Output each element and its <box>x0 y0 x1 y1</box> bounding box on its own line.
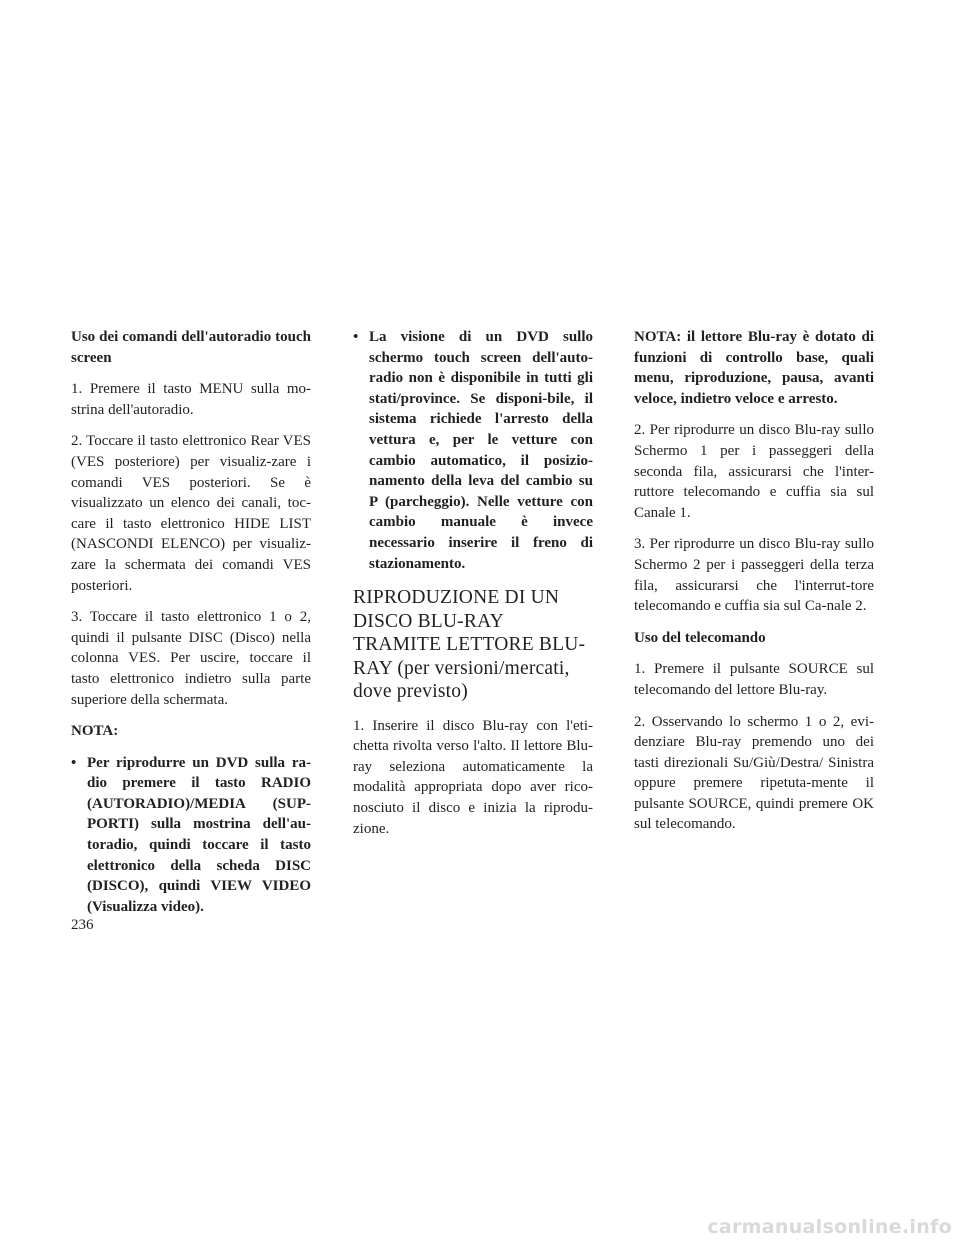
page-number: 236 <box>71 917 94 933</box>
subsection-heading-remote: Uso del telecomando <box>634 629 766 646</box>
subsection-heading-touch-controls: Uso dei comandi dell'autoradio touch screen <box>71 329 311 366</box>
note-paragraph: NOTA: il lettore Blu-ray è dotato di funzioni di controllo base, quali menu, riproduzione, pausa, avanti veloce, indietro veloce e arresto. <box>634 329 874 407</box>
note-bullet-item <box>71 753 311 918</box>
bullet-icon: • <box>353 329 359 345</box>
watermark: carmanualsonline.info <box>707 1216 952 1238</box>
note-bullet-list <box>353 327 593 574</box>
step-paragraph: 1. Premere il pulsante SOURCE sul telecomando del lettore Blu-ray. <box>634 661 874 698</box>
step-paragraph: 3. Per riprodurre un disco Blu-ray sullo Schermo 2 per i passeggeri della terza fila, assicurarsi che l'interrut-tore telecomando e cuffia sia sul Ca-nale 2. <box>634 536 874 615</box>
step-paragraph: 2. Osservando lo schermo 1 o 2, evi-denziare Blu-ray premendo uno dei tasti direzionali Su/Giù/Destra/ Sinistra oppure premere ripetuta-mente il pulsante SOURCE, quindi premere OK sul telecomando. <box>634 713 874 833</box>
note-bullet-list <box>71 753 311 918</box>
note-bullet-text: Per riprodurre un DVD sulla ra-dio premere il tasto RADIO (AUTORADIO)/MEDIA (SUP-PORTI) sulla mostrina dell'au-toradio, quindi toccare il tasto elettronico della scheda DISC (DISCO), quindi VIEW VIDEO (Visualizza video). <box>87 754 311 915</box>
column-middle <box>353 327 593 850</box>
step-paragraph: 2. Toccare il tasto elettronico Rear VES (VES posteriore) per visualiz-zare i comandi VES posteriori. Se è visualizzato un elenco dei canali, toc-care il tasto elettronico HIDE LIST (NASCONDI ELENCO) per visualiz-zare la schermata dei comandi VES posteriori. <box>71 433 311 594</box>
step-paragraph: 1. Inserire il disco Blu-ray con l'eti-chetta rivolta verso l'alto. Il lettore Blu-ray seleziona automaticamente la modalità appropriata dopo aver rico-nosciuto il disco e inizia la riprodu-zione. <box>353 717 593 837</box>
column-left <box>71 327 311 928</box>
step-paragraph: 2. Per riprodurre un disco Blu-ray sullo Schermo 1 per i passeggeri della seconda fila, assicurarsi che l'inter-ruttore telecomando e cuffia sia sul Canale 1. <box>634 422 874 521</box>
step-paragraph: 1. Premere il tasto MENU sulla mo-strina dell'autoradio. <box>71 381 311 418</box>
step-paragraph: 3. Toccare il tasto elettronico 1 o 2, quindi il pulsante DISC (Disco) nella colonna VES. Per uscire, toccare il tasto elettronico indietro sulla parte superiore della schermata. <box>71 609 311 708</box>
note-label: NOTA: <box>71 723 119 740</box>
column-right <box>634 327 874 846</box>
bullet-icon: • <box>71 754 77 771</box>
section-title: RIPRODUZIONE DI UN DISCO BLU-RAY TRAMITE LETTORE BLU-RAY (per versioni/mercati, dove previsto) <box>353 587 586 703</box>
note-bullet-item <box>353 327 593 574</box>
note-bullet-text: La visione di un DVD sullo schermo touch screen dell'auto-radio non è disponibile in tutti gli stati/province. Se disponi-bile, il sistema richiede l'arresto della vettura e, per le vetture con cambio automatico, il posizio-namento della leva del cambio su P (parcheggio). Nelle vetture con cambio manuale è invece necessario inserire il freno di stazionamento. <box>369 329 593 572</box>
